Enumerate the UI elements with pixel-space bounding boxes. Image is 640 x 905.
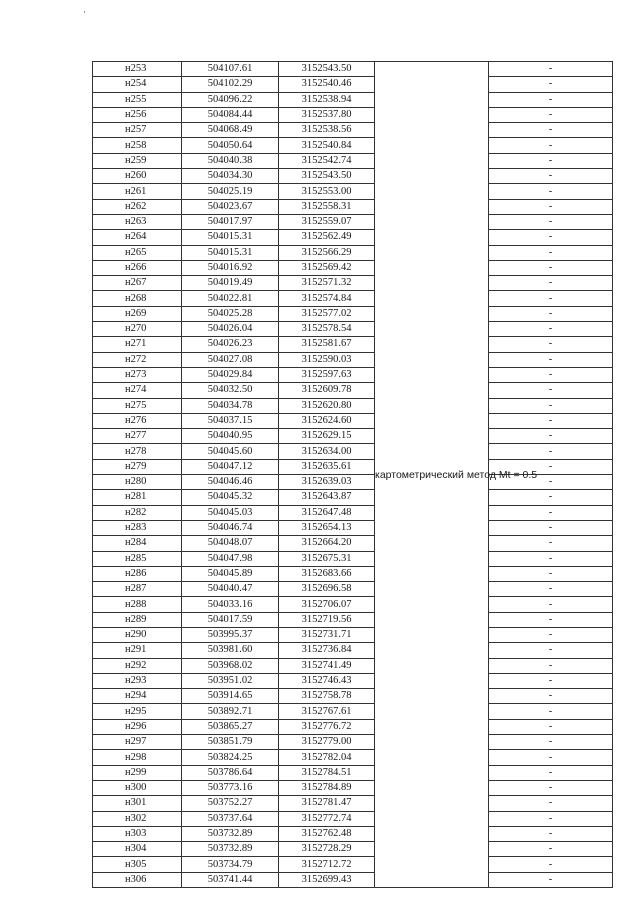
y-coordinate-cell: 3152639.03 <box>279 475 375 490</box>
dash-cell: - <box>489 92 613 107</box>
dash-cell: - <box>489 77 613 92</box>
x-coordinate-cell: 503851.79 <box>182 735 279 750</box>
table-row <box>93 383 613 398</box>
point-id-cell: н289 <box>93 612 182 627</box>
y-coordinate-cell: 3152562.49 <box>279 230 375 245</box>
table-row <box>93 413 613 428</box>
table-row <box>93 796 613 811</box>
table-row <box>93 92 613 107</box>
y-coordinate-cell: 3152553.00 <box>279 184 375 199</box>
dash-cell: - <box>489 643 613 658</box>
point-id-cell: н254 <box>93 77 182 92</box>
dash-cell: - <box>489 597 613 612</box>
point-id-cell: н256 <box>93 107 182 122</box>
x-coordinate-cell: 503865.27 <box>182 719 279 734</box>
x-coordinate-cell: 504032.50 <box>182 383 279 398</box>
dash-cell: - <box>489 429 613 444</box>
dash-cell: - <box>489 306 613 321</box>
dash-cell: - <box>489 444 613 459</box>
point-id-cell: н283 <box>93 520 182 535</box>
table-row <box>93 245 613 260</box>
x-coordinate-cell: 503741.44 <box>182 872 279 887</box>
dash-cell: - <box>489 245 613 260</box>
table-row <box>93 444 613 459</box>
x-coordinate-cell: 504019.49 <box>182 276 279 291</box>
dash-cell: - <box>489 735 613 750</box>
point-id-cell: н263 <box>93 214 182 229</box>
point-id-cell: н268 <box>93 291 182 306</box>
point-id-cell: н290 <box>93 627 182 642</box>
dash-cell: - <box>489 169 613 184</box>
point-id-cell: н297 <box>93 735 182 750</box>
x-coordinate-cell: 504040.38 <box>182 153 279 168</box>
table-row <box>93 352 613 367</box>
x-coordinate-cell: 504015.31 <box>182 245 279 260</box>
table-row <box>93 123 613 138</box>
x-coordinate-cell: 504023.67 <box>182 199 279 214</box>
y-coordinate-cell: 3152767.61 <box>279 704 375 719</box>
x-coordinate-cell: 503786.64 <box>182 765 279 780</box>
x-coordinate-cell: 504048.07 <box>182 536 279 551</box>
x-coordinate-cell: 503732.89 <box>182 826 279 841</box>
table-row <box>93 62 613 77</box>
y-coordinate-cell: 3152647.48 <box>279 505 375 520</box>
x-coordinate-cell: 504050.64 <box>182 138 279 153</box>
dash-cell: - <box>489 153 613 168</box>
y-coordinate-cell: 3152629.15 <box>279 429 375 444</box>
x-coordinate-cell: 504045.03 <box>182 505 279 520</box>
y-coordinate-cell: 3152569.42 <box>279 260 375 275</box>
table-row <box>93 398 613 413</box>
y-coordinate-cell: 3152578.54 <box>279 322 375 337</box>
y-coordinate-cell: 3152706.07 <box>279 597 375 612</box>
point-id-cell: н280 <box>93 475 182 490</box>
y-coordinate-cell: 3152712.72 <box>279 857 375 872</box>
table-row <box>93 291 613 306</box>
y-coordinate-cell: 3152762.48 <box>279 826 375 841</box>
point-id-cell: н265 <box>93 245 182 260</box>
point-id-cell: н299 <box>93 765 182 780</box>
table-row <box>93 704 613 719</box>
dash-cell: - <box>489 398 613 413</box>
y-coordinate-cell: 3152624.60 <box>279 413 375 428</box>
dash-cell: - <box>489 842 613 857</box>
table-row <box>93 169 613 184</box>
dash-cell: - <box>489 352 613 367</box>
dash-cell: - <box>489 475 613 490</box>
x-coordinate-cell: 503773.16 <box>182 780 279 795</box>
point-id-cell: н302 <box>93 811 182 826</box>
x-coordinate-cell: 504034.78 <box>182 398 279 413</box>
y-coordinate-cell: 3152540.46 <box>279 77 375 92</box>
y-coordinate-cell: 3152538.56 <box>279 123 375 138</box>
dash-cell: - <box>489 673 613 688</box>
table-row <box>93 689 613 704</box>
table-row <box>93 138 613 153</box>
x-coordinate-cell: 504045.32 <box>182 490 279 505</box>
y-coordinate-cell: 3152728.29 <box>279 842 375 857</box>
dash-cell: - <box>489 658 613 673</box>
table-row <box>93 780 613 795</box>
point-id-cell: н261 <box>93 184 182 199</box>
scan-mark: ‚ <box>83 4 86 14</box>
dash-cell: - <box>489 383 613 398</box>
point-id-cell: н279 <box>93 459 182 474</box>
point-id-cell: н258 <box>93 138 182 153</box>
table-row <box>93 520 613 535</box>
coordinates-table-body <box>93 62 613 888</box>
x-coordinate-cell: 504040.47 <box>182 582 279 597</box>
table-row <box>93 658 613 673</box>
table-row <box>93 276 613 291</box>
y-coordinate-cell: 3152736.84 <box>279 643 375 658</box>
y-coordinate-cell: 3152683.66 <box>279 566 375 581</box>
x-coordinate-cell: 504107.61 <box>182 62 279 77</box>
x-coordinate-cell: 504047.98 <box>182 551 279 566</box>
y-coordinate-cell: 3152772.74 <box>279 811 375 826</box>
table-row <box>93 107 613 122</box>
dash-cell: - <box>489 566 613 581</box>
table-row <box>93 627 613 642</box>
dash-cell: - <box>489 826 613 841</box>
y-coordinate-cell: 3152597.63 <box>279 367 375 382</box>
dash-cell: - <box>489 123 613 138</box>
point-id-cell: н304 <box>93 842 182 857</box>
table-row <box>93 77 613 92</box>
point-id-cell: н277 <box>93 429 182 444</box>
x-coordinate-cell: 504046.74 <box>182 520 279 535</box>
y-coordinate-cell: 3152746.43 <box>279 673 375 688</box>
point-id-cell: н285 <box>93 551 182 566</box>
table-row <box>93 842 613 857</box>
x-coordinate-cell: 504025.19 <box>182 184 279 199</box>
point-id-cell: н293 <box>93 673 182 688</box>
table-row <box>93 643 613 658</box>
table-row <box>93 612 613 627</box>
point-id-cell: н281 <box>93 490 182 505</box>
point-id-cell: н262 <box>93 199 182 214</box>
x-coordinate-cell: 503981.60 <box>182 643 279 658</box>
dash-cell: - <box>489 107 613 122</box>
dash-cell: - <box>489 872 613 887</box>
point-id-cell: н259 <box>93 153 182 168</box>
y-coordinate-cell: 3152566.29 <box>279 245 375 260</box>
y-coordinate-cell: 3152537.80 <box>279 107 375 122</box>
x-coordinate-cell: 504026.23 <box>182 337 279 352</box>
dash-cell: - <box>489 551 613 566</box>
dash-cell: - <box>489 459 613 474</box>
point-id-cell: н264 <box>93 230 182 245</box>
x-coordinate-cell: 504068.49 <box>182 123 279 138</box>
y-coordinate-cell: 3152784.89 <box>279 780 375 795</box>
y-coordinate-cell: 3152779.00 <box>279 735 375 750</box>
point-id-cell: н269 <box>93 306 182 321</box>
y-coordinate-cell: 3152559.07 <box>279 214 375 229</box>
dash-cell: - <box>489 857 613 872</box>
point-id-cell: н257 <box>93 123 182 138</box>
point-id-cell: н300 <box>93 780 182 795</box>
dash-cell: - <box>489 260 613 275</box>
table-row <box>93 322 613 337</box>
y-coordinate-cell: 3152699.43 <box>279 872 375 887</box>
point-id-cell: н267 <box>93 276 182 291</box>
table-row <box>93 214 613 229</box>
table-row <box>93 184 613 199</box>
point-id-cell: н271 <box>93 337 182 352</box>
y-coordinate-cell: 3152634.00 <box>279 444 375 459</box>
point-id-cell: н274 <box>93 383 182 398</box>
dash-cell: - <box>489 536 613 551</box>
point-id-cell: н260 <box>93 169 182 184</box>
table-row <box>93 536 613 551</box>
table-row <box>93 719 613 734</box>
y-coordinate-cell: 3152540.84 <box>279 138 375 153</box>
x-coordinate-cell: 503734.79 <box>182 857 279 872</box>
x-coordinate-cell: 503968.02 <box>182 658 279 673</box>
point-id-cell: н294 <box>93 689 182 704</box>
dash-cell: - <box>489 214 613 229</box>
y-coordinate-cell: 3152571.32 <box>279 276 375 291</box>
table-row <box>93 367 613 382</box>
y-coordinate-cell: 3152577.02 <box>279 306 375 321</box>
point-id-cell: н253 <box>93 62 182 77</box>
x-coordinate-cell: 504022.81 <box>182 291 279 306</box>
y-coordinate-cell: 3152776.72 <box>279 719 375 734</box>
dash-cell: - <box>489 780 613 795</box>
dash-cell: - <box>489 62 613 77</box>
table-row <box>93 505 613 520</box>
dash-cell: - <box>489 689 613 704</box>
point-id-cell: н284 <box>93 536 182 551</box>
y-coordinate-cell: 3152654.13 <box>279 520 375 535</box>
table-row <box>93 735 613 750</box>
y-coordinate-cell: 3152590.03 <box>279 352 375 367</box>
x-coordinate-cell: 504033.16 <box>182 597 279 612</box>
table-row <box>93 551 613 566</box>
y-coordinate-cell: 3152696.58 <box>279 582 375 597</box>
y-coordinate-cell: 3152741.49 <box>279 658 375 673</box>
y-coordinate-cell: 3152542.74 <box>279 153 375 168</box>
point-id-cell: н270 <box>93 322 182 337</box>
x-coordinate-cell: 503995.37 <box>182 627 279 642</box>
x-coordinate-cell: 503752.27 <box>182 796 279 811</box>
dash-cell: - <box>489 520 613 535</box>
x-coordinate-cell: 504045.89 <box>182 566 279 581</box>
point-id-cell: н287 <box>93 582 182 597</box>
x-coordinate-cell: 504045.60 <box>182 444 279 459</box>
table-row <box>93 826 613 841</box>
table-row <box>93 582 613 597</box>
x-coordinate-cell: 504034.30 <box>182 169 279 184</box>
x-coordinate-cell: 504029.84 <box>182 367 279 382</box>
y-coordinate-cell: 3152543.50 <box>279 169 375 184</box>
x-coordinate-cell: 504017.97 <box>182 214 279 229</box>
y-coordinate-cell: 3152538.94 <box>279 92 375 107</box>
y-coordinate-cell: 3152581.67 <box>279 337 375 352</box>
x-coordinate-cell: 504015.31 <box>182 230 279 245</box>
dash-cell: - <box>489 765 613 780</box>
y-coordinate-cell: 3152543.50 <box>279 62 375 77</box>
table-row <box>93 857 613 872</box>
point-id-cell: н288 <box>93 597 182 612</box>
x-coordinate-cell: 504025.28 <box>182 306 279 321</box>
table-row <box>93 490 613 505</box>
point-id-cell: н266 <box>93 260 182 275</box>
x-coordinate-cell: 504084.44 <box>182 107 279 122</box>
x-coordinate-cell: 504040.95 <box>182 429 279 444</box>
y-coordinate-cell: 3152558.31 <box>279 199 375 214</box>
table-row <box>93 153 613 168</box>
x-coordinate-cell: 503732.89 <box>182 842 279 857</box>
dash-cell: - <box>489 704 613 719</box>
y-coordinate-cell: 3152664.20 <box>279 536 375 551</box>
point-id-cell: н276 <box>93 413 182 428</box>
dash-cell: - <box>489 138 613 153</box>
y-coordinate-cell: 3152782.04 <box>279 750 375 765</box>
point-id-cell: н305 <box>93 857 182 872</box>
y-coordinate-cell: 3152731.71 <box>279 627 375 642</box>
dash-cell: - <box>489 796 613 811</box>
table-row <box>93 230 613 245</box>
y-coordinate-cell: 3152784.51 <box>279 765 375 780</box>
y-coordinate-cell: 3152635.61 <box>279 459 375 474</box>
x-coordinate-cell: 503951.02 <box>182 673 279 688</box>
point-id-cell: н273 <box>93 367 182 382</box>
dash-cell: - <box>489 612 613 627</box>
y-coordinate-cell: 3152675.31 <box>279 551 375 566</box>
method-cell: картометрический метод Mt = 0.5 <box>375 62 489 888</box>
table-row <box>93 811 613 826</box>
table-row <box>93 872 613 887</box>
x-coordinate-cell: 503737.64 <box>182 811 279 826</box>
table-row <box>93 260 613 275</box>
dash-cell: - <box>489 811 613 826</box>
table-row <box>93 673 613 688</box>
y-coordinate-cell: 3152574.84 <box>279 291 375 306</box>
table-row <box>93 765 613 780</box>
y-coordinate-cell: 3152781.47 <box>279 796 375 811</box>
dash-cell: - <box>489 413 613 428</box>
table-row <box>93 429 613 444</box>
table-row <box>93 337 613 352</box>
x-coordinate-cell: 504026.04 <box>182 322 279 337</box>
table-row <box>93 306 613 321</box>
dash-cell: - <box>489 750 613 765</box>
coordinates-table <box>92 61 613 888</box>
point-id-cell: н306 <box>93 872 182 887</box>
dash-cell: - <box>489 291 613 306</box>
dash-cell: - <box>489 337 613 352</box>
dash-cell: - <box>489 230 613 245</box>
dash-cell: - <box>489 184 613 199</box>
point-id-cell: н295 <box>93 704 182 719</box>
dash-cell: - <box>489 627 613 642</box>
table-row <box>93 199 613 214</box>
x-coordinate-cell: 504037.15 <box>182 413 279 428</box>
y-coordinate-cell: 3152719.56 <box>279 612 375 627</box>
point-id-cell: н301 <box>93 796 182 811</box>
point-id-cell: н291 <box>93 643 182 658</box>
dash-cell: - <box>489 582 613 597</box>
point-id-cell: н286 <box>93 566 182 581</box>
x-coordinate-cell: 504027.08 <box>182 352 279 367</box>
x-coordinate-cell: 504017.59 <box>182 612 279 627</box>
x-coordinate-cell: 504047.12 <box>182 459 279 474</box>
dash-cell: - <box>489 322 613 337</box>
x-coordinate-cell: 504096.22 <box>182 92 279 107</box>
y-coordinate-cell: 3152609.78 <box>279 383 375 398</box>
table-row <box>93 597 613 612</box>
point-id-cell: н255 <box>93 92 182 107</box>
table-row <box>93 566 613 581</box>
dash-cell: - <box>489 719 613 734</box>
table-row <box>93 750 613 765</box>
y-coordinate-cell: 3152758.78 <box>279 689 375 704</box>
x-coordinate-cell: 503824.25 <box>182 750 279 765</box>
point-id-cell: н272 <box>93 352 182 367</box>
point-id-cell: н303 <box>93 826 182 841</box>
dash-cell: - <box>489 199 613 214</box>
x-coordinate-cell: 503892.71 <box>182 704 279 719</box>
dash-cell: - <box>489 367 613 382</box>
point-id-cell: н278 <box>93 444 182 459</box>
y-coordinate-cell: 3152643.87 <box>279 490 375 505</box>
point-id-cell: н298 <box>93 750 182 765</box>
x-coordinate-cell: 504102.29 <box>182 77 279 92</box>
y-coordinate-cell: 3152620.80 <box>279 398 375 413</box>
dash-cell: - <box>489 490 613 505</box>
dash-cell: - <box>489 276 613 291</box>
point-id-cell: н282 <box>93 505 182 520</box>
point-id-cell: н275 <box>93 398 182 413</box>
x-coordinate-cell: 504046.46 <box>182 475 279 490</box>
x-coordinate-cell: 503914.65 <box>182 689 279 704</box>
x-coordinate-cell: 504016.92 <box>182 260 279 275</box>
point-id-cell: н292 <box>93 658 182 673</box>
point-id-cell: н296 <box>93 719 182 734</box>
dash-cell: - <box>489 505 613 520</box>
